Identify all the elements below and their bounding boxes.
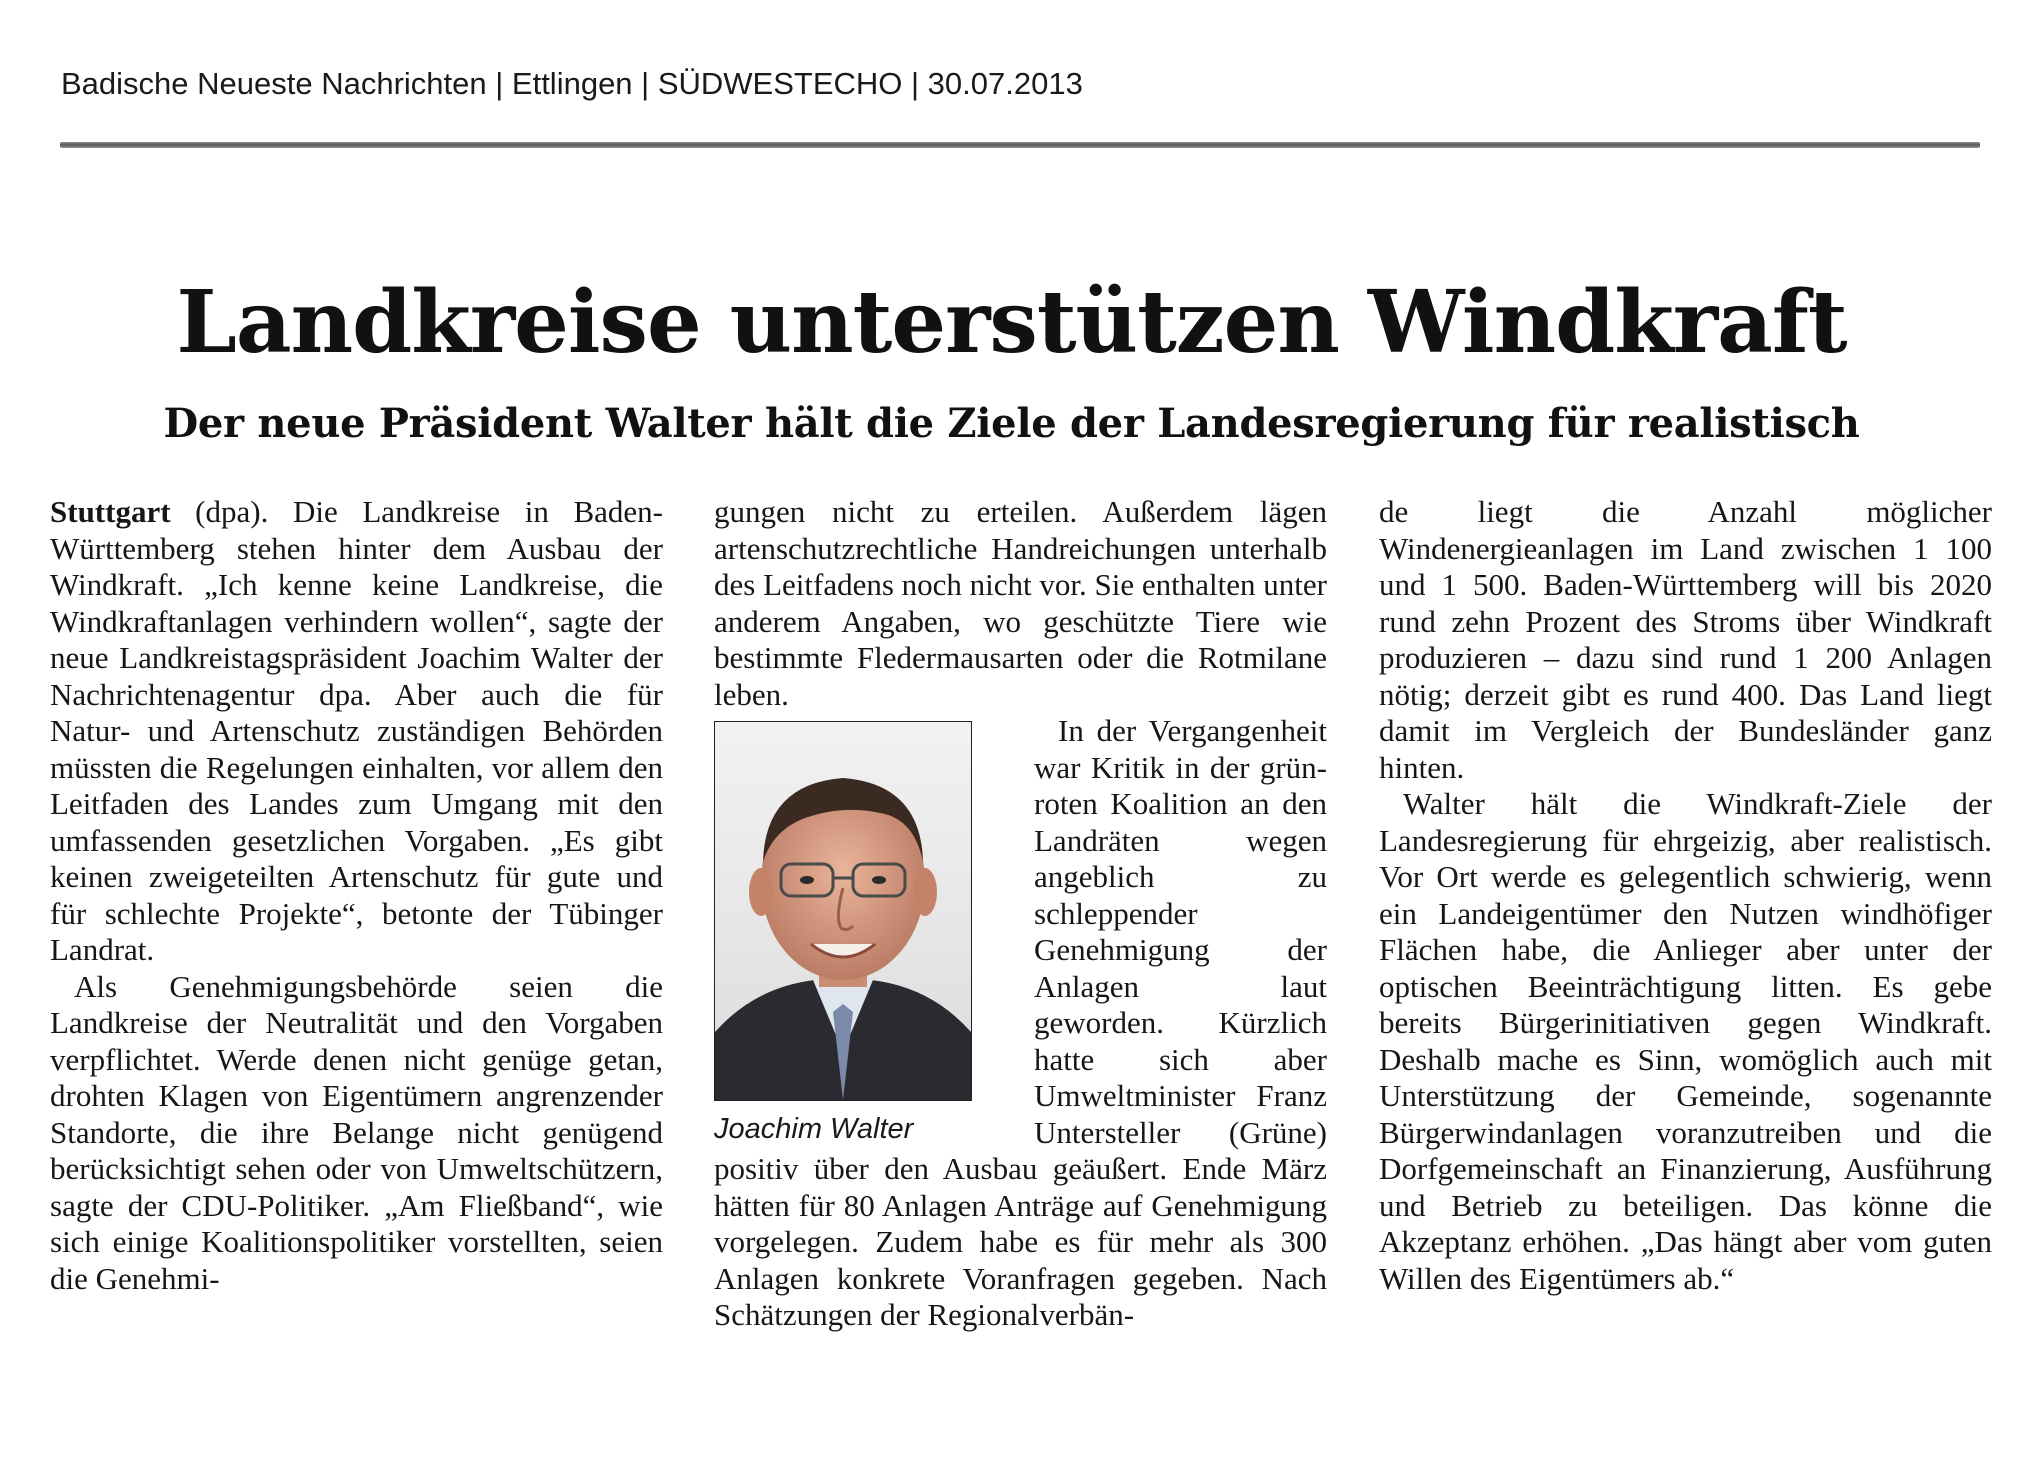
dateline: Stuttgart	[50, 494, 171, 529]
article-column-2	[714, 494, 1327, 1334]
article-paragraph: In der Vergangenheit war Kritik in der grün-roten Koalition an den Landräten wegen angeblich zu schleppender Genehmigung der Anlagen laut geworden. Kürzlich hatte sich aber Umweltminister Franz Untersteller (Grüne) positiv über den Ausbau geäußert. Ende März hätten für 80 Anlagen Anträge auf Genehmigung vorgelegen. Zudem habe es für mehr als 300 Anlagen konkrete Voranfragen gegeben. Nach Schätzungen der Regionalverbän-	[714, 713, 1327, 1332]
photo-caption: Joachim Walter	[714, 1113, 914, 1145]
header-rule	[60, 142, 1980, 148]
subheadline: Der neue Präsident Walter hält die Ziele der Landesregierung für realistisch	[163, 400, 1860, 447]
article-paragraph: gungen nicht zu erteilen. Außerdem lägen artenschutzrechtliche Handreichungen unterhalb des Leitfadens noch nicht vor. Sie enthalten unter anderem Angaben, wo geschützte Tiere wie bestimmte Fledermausarten oder die Rotmilane leben.	[714, 494, 1327, 712]
article-paragraph: de liegt die Anzahl möglicher Windenergieanlagen im Land zwischen 1 100 und 1 500. Baden-Württemberg will bis 2020 rund zehn Prozent des Stroms über Windkraft produzieren – dazu sind rund 1 200 Anlagen nötig; derzeit gibt es rund 400. Das Land liegt damit im Vergleich der Bundesländer ganz hinten.	[1379, 494, 1992, 785]
article-column-3	[1379, 494, 1992, 1297]
portrait-photo-icon	[714, 721, 972, 1101]
article-paragraph: Walter hält die Windkraft-Ziele der Landesregierung für ehrgeizig, aber realistisch. Vor Ort werde es gelegentlich schwierig, wenn ein Landeigentümer den Nutzen windhöfiger Flächen habe, die Anlieger aber unter der optischen Beeinträchtigung litten. Es gebe bereits Bürgerinitiativen gegen Windkraft. Deshalb mache es Sinn, womöglich auch mit Unterstützung der Gemeinde, sogenannte Bürgerwindanlagen voranzutreiben und die Dorfgemeinschaft an Finanzierung, Ausführung und Betrieb zu beteiligen. Das könne die Akzeptanz erhöhen. „Das hängt aber vom guten Willen des Eigentümers ab.“	[1379, 786, 1992, 1296]
headline: Landkreise unterstützen Windkraft	[176, 272, 1847, 373]
photo-block	[714, 721, 1004, 1148]
article-paragraph	[50, 494, 663, 969]
source-line: Badische Neueste Nachrichten | Ettlingen | SÜDWESTECHO | 30.07.2013	[61, 66, 1083, 101]
article-column-1	[50, 494, 663, 1297]
paragraph-text: (dpa). Die Landkreise in Baden-Württemberg stehen hinter dem Ausbau der Windkraft. „Ich kenne keine Landkreise, die Windkraftanlagen verhindern wollen“, sagte der neue Landkreistagspräsident Joachim Walter der Nachrichtenagentur dpa. Aber auch die für Natur- und Artenschutz zuständigen Behörden müssten die Regelungen einhalten, vor allem den Leitfaden des Landes zum Umgang mit den umfassenden gesetzlichen Vorgaben. „Es gibt keinen zweigeteilten Artenschutz für gute und für schlechte Projekte“, betonte der Tübinger Landrat.	[50, 494, 663, 967]
article-paragraph: Als Genehmigungsbehörde seien die Landkreise der Neutralität und den Vorgaben verpflichtet. Werde denen nicht genüge getan, drohten Klagen von Eigentümern angrenzender Standorte, die ihre Belange nicht genügend berücksichtigt sehen oder von Umweltschützern, sagte der CDU-Politiker. „Am Fließband“, wie sich einige Koalitionspolitiker vorstellten, seien die Genehmi-	[50, 968, 663, 1296]
